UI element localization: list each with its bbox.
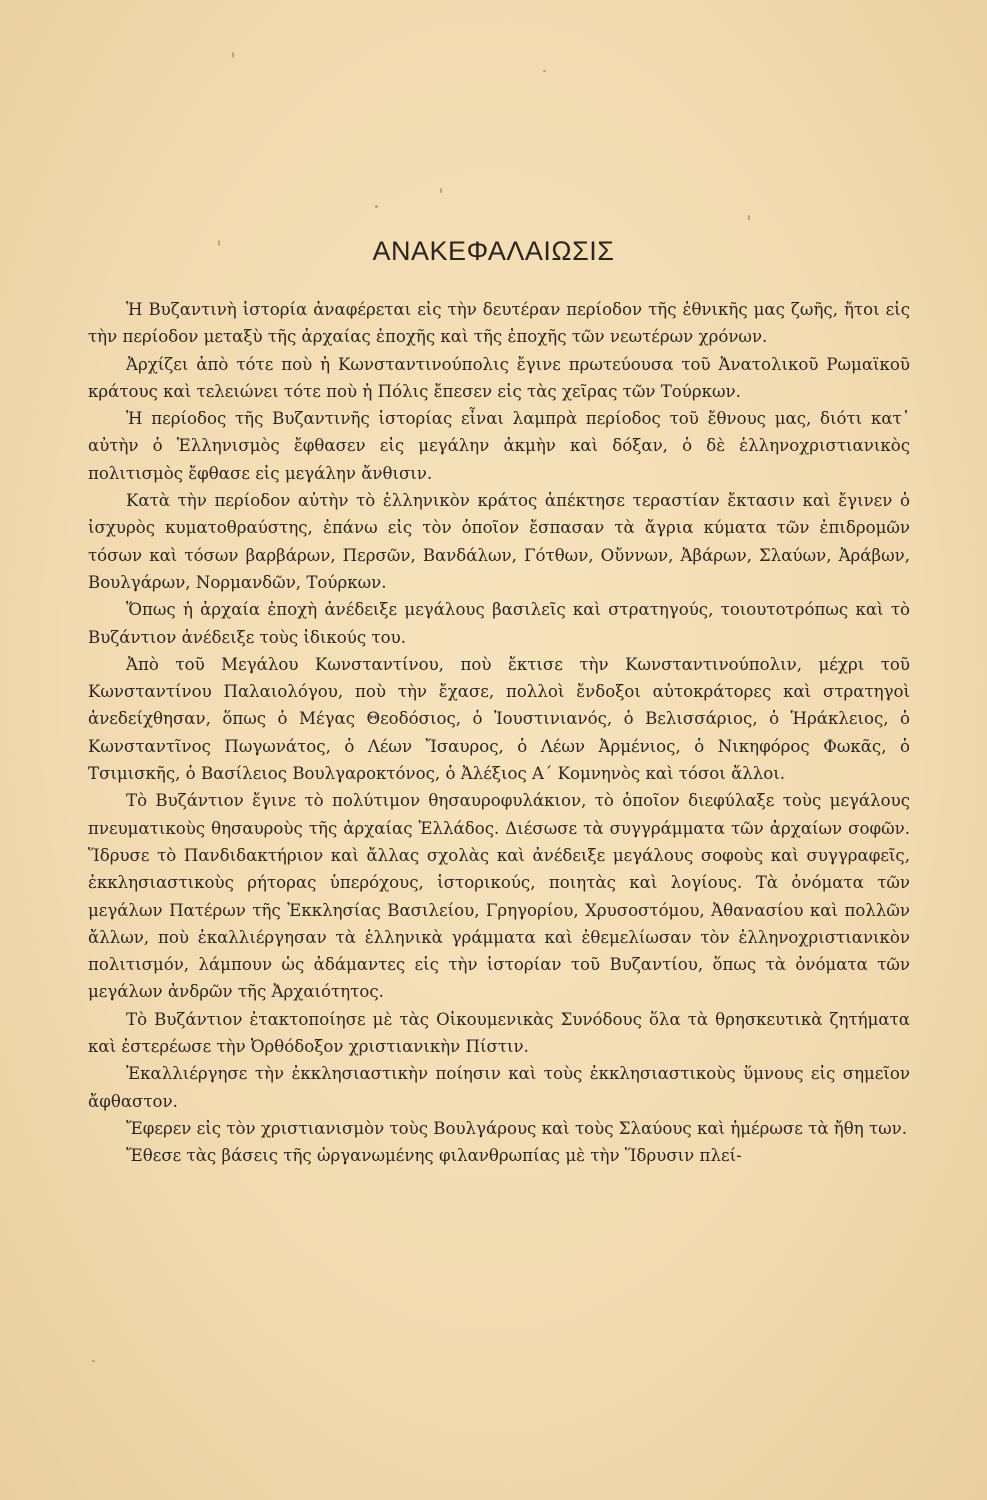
paragraph: Ἀρχίζει ἀπὸ τότε ποὺ ἡ Κωνσταντινούπολις ἔγινε πρωτεύουσα τοῦ Ἀνατολικοῦ Ρωμαϊκοῦ κράτους καὶ τελειώνει τότε ποὺ ἡ Πόλις ἔπεσεν εἰς τὰς χεῖρας τῶν Τούρκων. [88,354,910,401]
paragraph: Ἔφερεν εἰς τὸν χριστιανισμὸν τοὺς Βουλγάρους καὶ τοὺς Σλαύους καὶ ἡμέρωσε τὰ ἤθη των. [126,1118,908,1138]
paragraph: Ἡ Βυζαντινὴ ἱστορία ἀναφέρεται εἰς τὴν δευτέραν περίοδον τῆς ἐθνικῆς μας ζωῆς, ἤτοι εἰς τὴν περίοδον μεταξὺ τῆς ἀρχαίας ἐποχῆς καὶ τῆς ἐποχῆς τῶν νεωτέρων χρόνων. [88,300,910,347]
paragraph: Ἔθεσε τὰς βάσεις τῆς ὠργανωμένης φιλανθρωπίας μὲ τὴν Ἵδρυσιν πλεί- [126,1146,742,1166]
paper-speck [232,52,234,58]
paragraph: Τὸ Βυζάντιον ἐτακτοποίησε μὲ τὰς Οἰκουμενικὰς Συνόδους ὅλα τὰ θρησκευτικὰ ζητήματα καὶ ἐστερέωσε τὴν Ὀρθόδοξον χριστιανικὴν Πίστιν. [88,1009,910,1057]
paragraph: Ἐκαλλιέργησε τὴν ἐκκλησιαστικὴν ποίησιν καὶ τοὺς ἐκκλησιαστικοὺς ὕμνους εἰς σημεῖον ἄφθαστον. [88,1064,910,1111]
paragraph: Ὅπως ἡ ἀρχαία ἐποχὴ ἀνέδειξε μεγάλους βασιλεῖς καὶ στρατηγούς, τοιουτοτρόπως καὶ τὸ Βυζάντιον ἀνέδειξε τοὺς ἰδικούς του. [88,600,910,647]
paper-speck [543,70,546,72]
page-title: ΑΝΑΚΕΦΑΛΑΙΩΣΙΣ [372,236,615,266]
paper-speck [92,1360,95,1362]
paper-speck [748,215,750,220]
paragraph: Ἡ περίοδος τῆς Βυζαντινῆς ἱστορίας εἶναι λαμπρὰ περίοδος τοῦ ἔθνους μας, διότι κατ᾿ αὐτὴν ὁ Ἑλληνισμὸς ἔφθασεν εἰς μεγάλην ἀκμὴν καὶ δόξαν, ὁ δὲ ἑλληνοχριστιανικὸς πολιτισμὸς ἔφθασε εἰς μεγάλην ἄνθισιν. [88,409,910,483]
paragraph: Τὸ Βυζάντιον ἔγινε τὸ πολύτιμον θησαυροφυλάκιον, τὸ ὁποῖον διεφύλαξε τοὺς μεγάλους πνευματικοὺς θησαυροὺς τῆς ἀρχαίας Ἑλλάδος. Διέσωσε τὰ συγγράμματα τῶν ἀρχαίων σοφῶν. Ἵδρυσε τὸ Πανδιδακτήριον καὶ ἄλλας σχολὰς καὶ ἀνέδειξε μεγάλους σοφοὺς καὶ συγγραφεῖς, ἐκκλησιαστικοὺς ρήτορας ὑπερόχους, ἱστορικούς, ποιητὰς καὶ λογίους. Τὰ ὀνόματα τῶν μεγάλων Πατέρων τῆς Ἐκκλησίας Βασιλείου, Γρηγορίου, Χρυσοστόμου, Ἀθανασίου καὶ πολλῶν ἄλλων, ποὺ ἐκαλλιέργησαν τὰ ἑλληνικὰ γράμματα καὶ ἐθεμελίωσαν τὸν ἑλληνοχριστιανικὸν πολιτισμόν, λάμπουν ὡς ἀδάμαντες εἰς τὴν ἱστορίαν τοῦ Βυζαντίου, ὅπως τὰ ὀνόματα τῶν μεγάλων ἀνδρῶν τῆς Ἀρχαιότητος. [88,791,910,1002]
paragraph: Ἀπὸ τοῦ Μεγάλου Κωνσταντίνου, ποὺ ἔκτισε τὴν Κωνσταντινούπολιν, μέχρι τοῦ Κωνσταντίνου Παλαιολόγου, ποὺ τὴν ἔχασε, πολλοὶ ἔνδοξοι αὐτοκράτορες καὶ στρατηγοὶ ἀνεδείχθησαν, ὅπως ὁ Μέγας Θεοδόσιος, ὁ Ἰουστινιανός, ὁ Βελισσάριος, ὁ Ἡράκλειος, ὁ Κωνσταντῖνος Πωγωνάτος, ὁ Λέων Ἴσαυρος, ὁ Λέων Ἀρμένιος, ὁ Νικηφόρος Φωκᾶς, ὁ Τσιμισκῆς, ὁ Βασίλειος Βουλγαροκτόνος, ὁ Ἀλέξιος Α΄ Κομνηνὸς καὶ τόσοι ἄλλοι. [88,654,910,784]
paragraph: Κατὰ τὴν περίοδον αὐτὴν τὸ ἑλληνικὸν κράτος ἀπέκτησε τεραστίαν ἔκτασιν καὶ ἔγινεν ὁ ἰσχυρὸς κυματοθραύστης, ἐπάνω εἰς τὸν ὁποῖον ἔσπασαν τὰ ἄγρια κύματα τῶν ἐπιδρομῶν τόσων καὶ τόσων βαρβάρων, Περσῶν, Βανδάλων, Γότθων, Οὔννων, Ἀβάρων, Σλαύων, Ἀράβων, Βουλγάρων, Νορμανδῶν, Τούρκων. [88,491,910,592]
paper-speck [375,205,378,208]
body-text [88,296,910,1170]
paper-speck [440,188,442,193]
